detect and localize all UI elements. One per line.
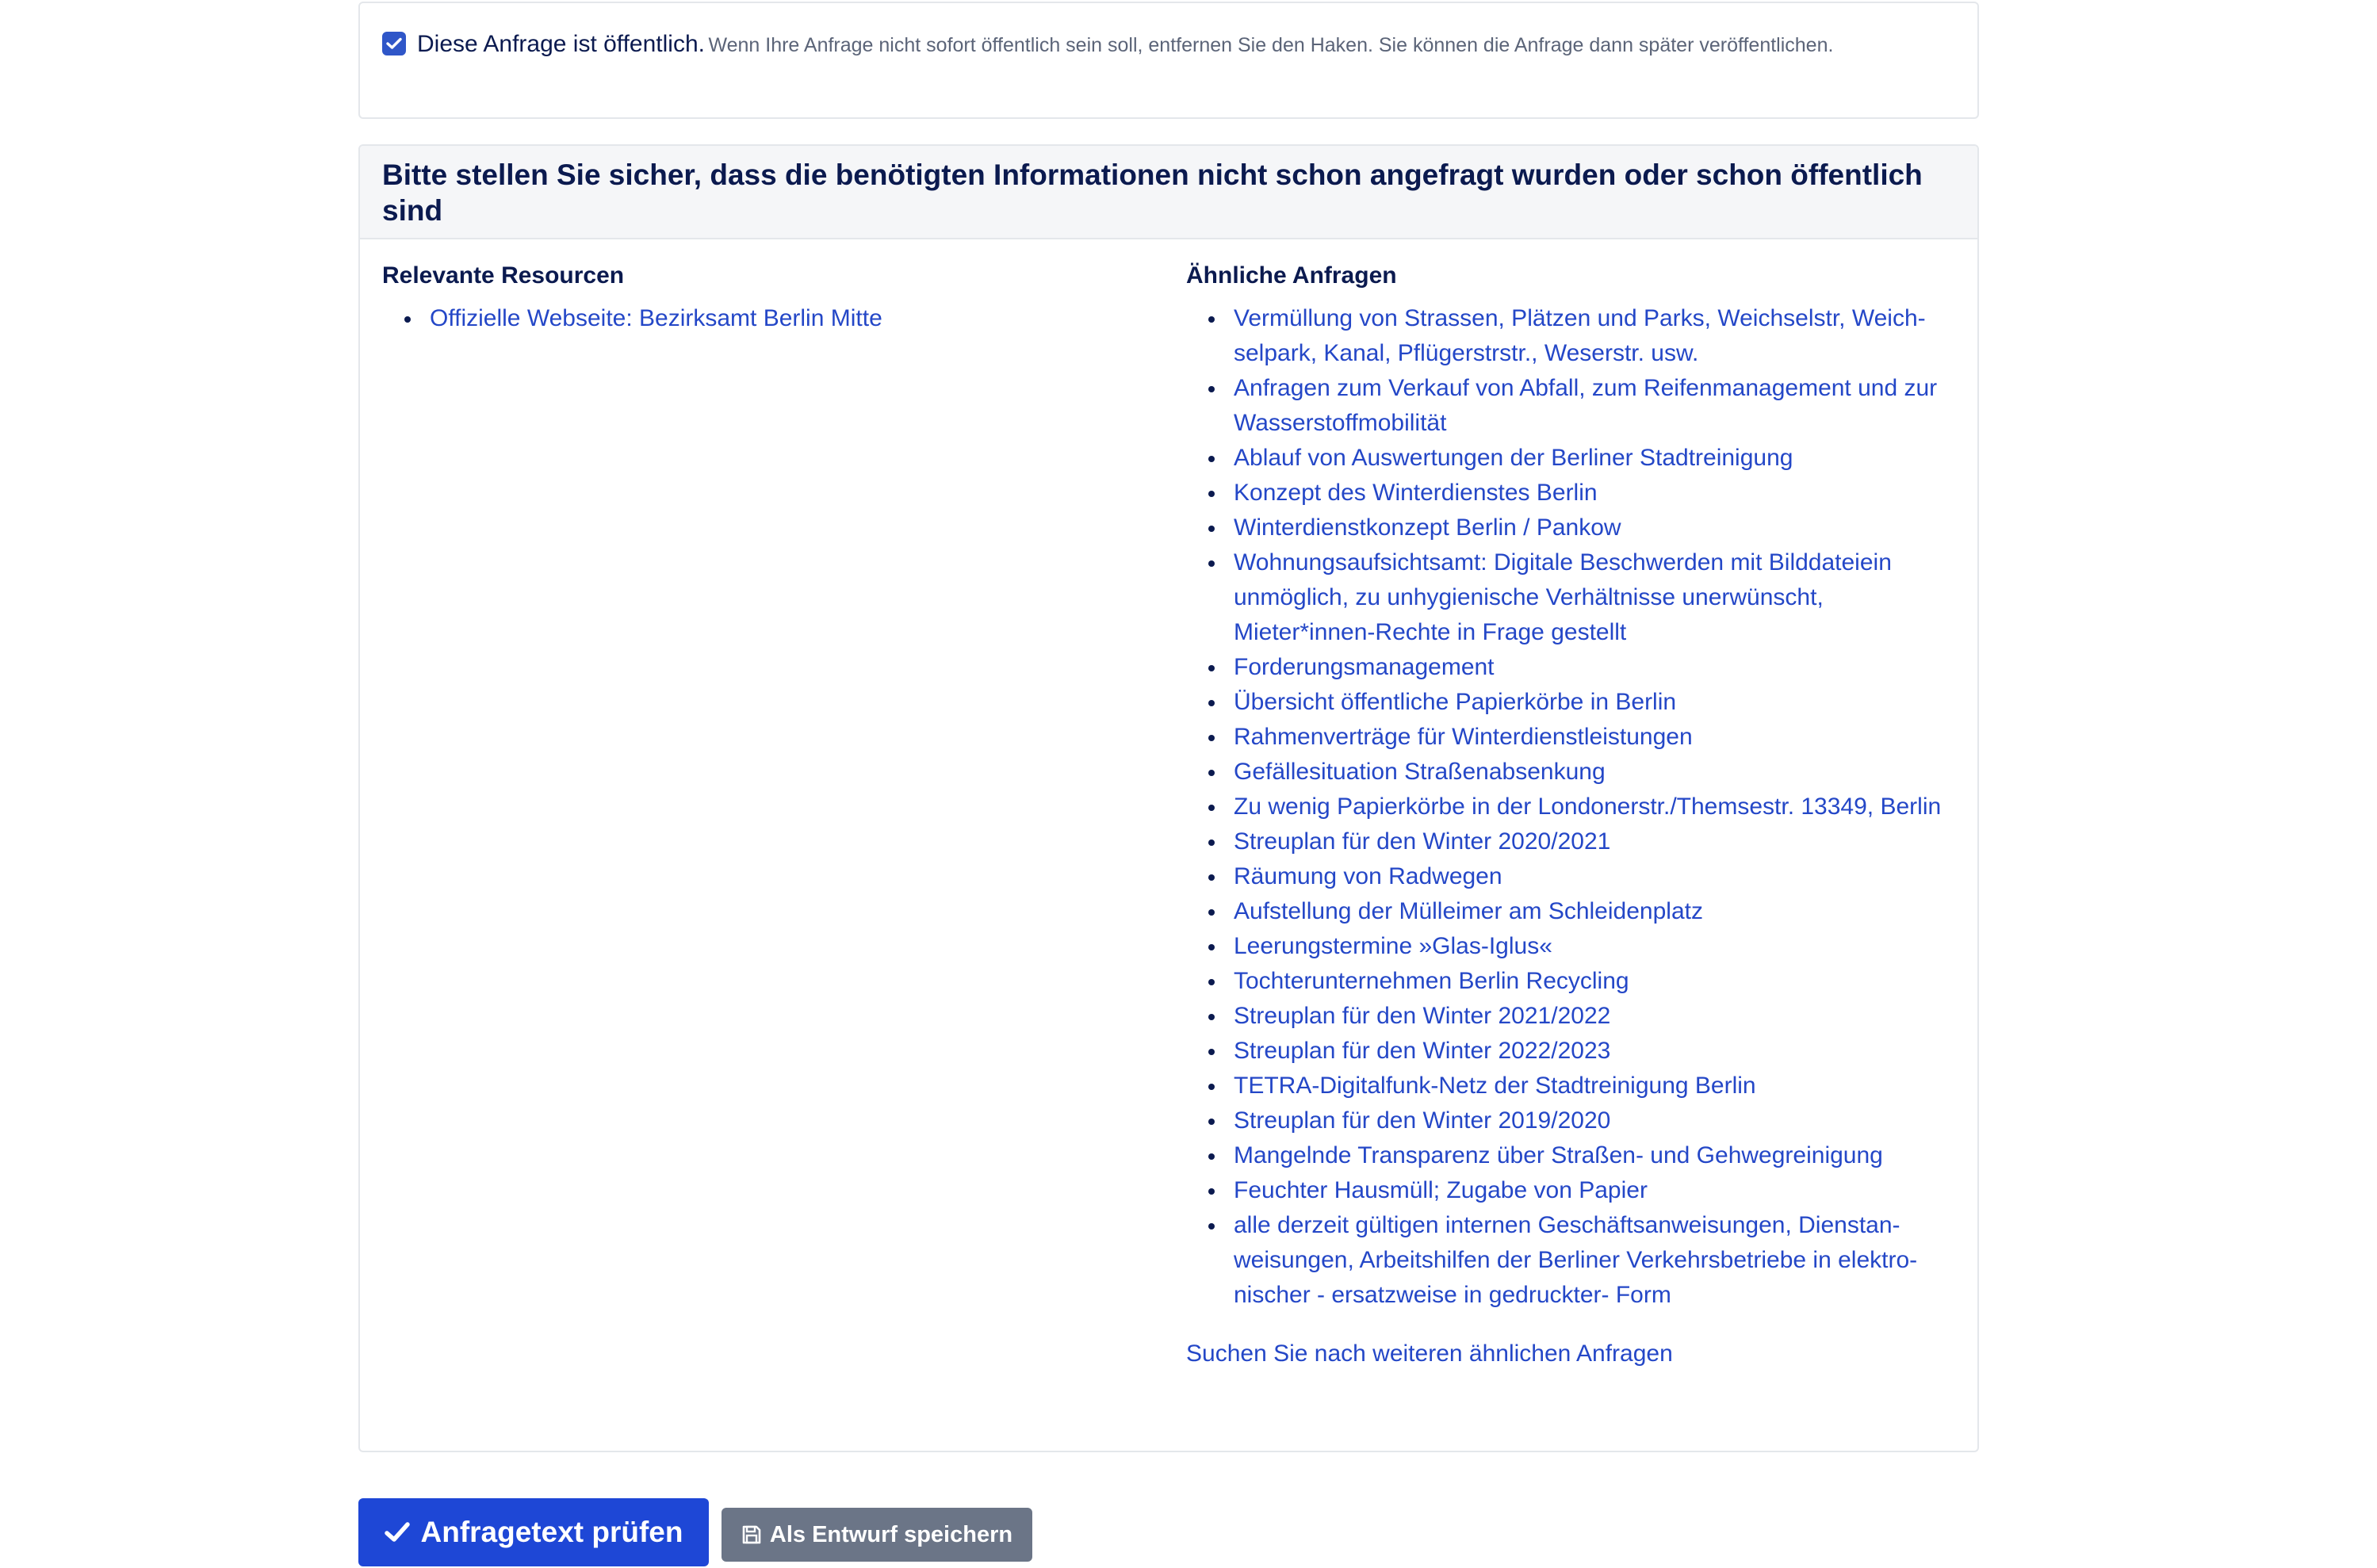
public-checkbox[interactable] (382, 32, 406, 55)
request-link[interactable]: Offizielle Webseite: Bezirksamt Berlin Mitte (430, 305, 882, 331)
request-link[interactable]: Räumung von Radwegen (1234, 863, 1502, 889)
review-request-label: Anfragetext prüfen (420, 1516, 683, 1548)
info-card-title: Bitte stellen Sie sicher, dass die benötigten Informationen nicht schon angefragt wurden oder schon öffentlich sind (382, 159, 1923, 227)
public-checkbox-help: Wenn Ihre Anfrage nicht sofort öffentlich sein soll, entfernen Sie den Haken. Sie können die Anfrage dann später veröffentlichen. (708, 34, 1834, 56)
resources-heading: Relevante Resourcen (382, 262, 625, 289)
list-item (1234, 1069, 1963, 1103)
request-link[interactable]: Übersicht öffentliche Papierkörbe in Berlin (1234, 689, 1677, 715)
save-draft-label: Als Entwurf speichern (769, 1521, 1013, 1547)
similar-requests-heading: Ähnliche Anfragen (1186, 262, 1397, 289)
list-item (1234, 545, 1963, 650)
search-more-similar-link[interactable]: Suchen Sie nach weiteren ähnlichen Anfragen (1186, 1340, 1673, 1367)
list-item (1234, 929, 1963, 964)
list-item (1234, 964, 1963, 999)
list-item (1234, 755, 1963, 790)
save-draft-button[interactable] (722, 1508, 1032, 1562)
resources-list (382, 301, 1143, 336)
list-item (1234, 790, 1963, 824)
public-checkbox-label[interactable]: Diese Anfrage ist öffentlich. (417, 31, 705, 57)
list-item (1234, 1173, 1963, 1208)
list-item (1234, 859, 1963, 894)
request-link[interactable]: Streuplan für den Winter 2021/2022 (1234, 1003, 1611, 1029)
list-item (1234, 371, 1963, 441)
request-link[interactable]: Rahmenverträge für Winterdienstleistungen (1234, 724, 1693, 750)
similar-requests-card (358, 144, 1979, 1452)
list-item (1234, 1138, 1963, 1173)
list-item (1234, 999, 1963, 1034)
request-link[interactable]: Vermüllung von Strassen, Plätzen und Parks, Weichselstr, Weich-selpark, Kanal, Pflügerstrstr., Weserstr. usw. (1234, 305, 1926, 366)
public-option-card (358, 2, 1979, 119)
request-link[interactable]: Streuplan für den Winter 2022/2023 (1234, 1038, 1611, 1064)
request-link[interactable]: Gefällesituation Straßenabsenkung (1234, 759, 1606, 785)
list-item (1234, 1208, 1963, 1313)
info-card-header (360, 146, 1977, 239)
list-item (430, 301, 1143, 336)
request-link[interactable]: TETRA-Digitalfunk-Netz der Stadtreinigung Berlin (1234, 1073, 1756, 1099)
check-icon (386, 37, 402, 50)
list-item (1234, 1103, 1963, 1138)
list-item (1234, 441, 1963, 476)
request-link[interactable]: Streuplan für den Winter 2019/2020 (1234, 1107, 1611, 1134)
request-link[interactable]: Forderungsmanagement (1234, 654, 1495, 680)
similar-requests-column (1186, 258, 1963, 1371)
list-item (1234, 824, 1963, 859)
request-link[interactable]: Feuchter Hausmüll; Zugabe von Papier (1234, 1177, 1648, 1203)
list-item (1234, 650, 1963, 685)
public-option-text (417, 27, 1955, 66)
similar-requests-list (1186, 301, 1963, 1313)
list-item (1234, 894, 1963, 929)
request-link[interactable]: Winterdienstkonzept Berlin / Pankow (1234, 514, 1621, 541)
request-link[interactable]: alle derzeit gültigen internen Geschäftsanweisungen, Dienstan-weisungen, Arbeitshilfen der Berliner Verkehrsbetriebe in elektro-nischer - ersatzweise in gedruckter- Form (1234, 1212, 1918, 1308)
request-link[interactable]: Leerungstermine »Glas-Iglus« (1234, 933, 1552, 959)
request-link[interactable]: Ablauf von Auswertungen der Berliner Stadtreinigung (1234, 445, 1793, 471)
list-item (1234, 301, 1963, 371)
request-link[interactable]: Tochterunternehmen Berlin Recycling (1234, 968, 1629, 994)
list-item (1234, 720, 1963, 755)
list-item (1234, 511, 1963, 545)
resources-column (382, 258, 1143, 336)
request-link[interactable]: Zu wenig Papierkörbe in der Londonerstr./Themsestr. 13349, Berlin (1234, 794, 1942, 820)
review-request-button[interactable] (358, 1498, 709, 1566)
floppy-disk-icon (741, 1524, 762, 1545)
list-item (1234, 1034, 1963, 1069)
list-item (1234, 476, 1963, 511)
request-link[interactable]: Streuplan für den Winter 2020/2021 (1234, 828, 1611, 855)
list-item (1234, 685, 1963, 720)
request-link[interactable]: Aufstellung der Mülleimer am Schleidenplatz (1234, 898, 1703, 924)
request-link[interactable]: Konzept des Winterdienstes Berlin (1234, 480, 1598, 506)
request-link[interactable]: Wohnungsaufsichtsamt: Digitale Beschwerden mit Bilddateiein unmöglich, zu unhygienische Verhältnisse unerwünscht, Mieter*innen-Rechte in Frage gestellt (1234, 549, 1892, 645)
request-link[interactable]: Mangelnde Transparenz über Straßen- und Gehwegreinigung (1234, 1142, 1883, 1168)
check-icon (385, 1521, 410, 1543)
request-link[interactable]: Anfragen zum Verkauf von Abfall, zum Reifenmanagement und zur Wasserstoffmobilität (1234, 375, 1938, 436)
